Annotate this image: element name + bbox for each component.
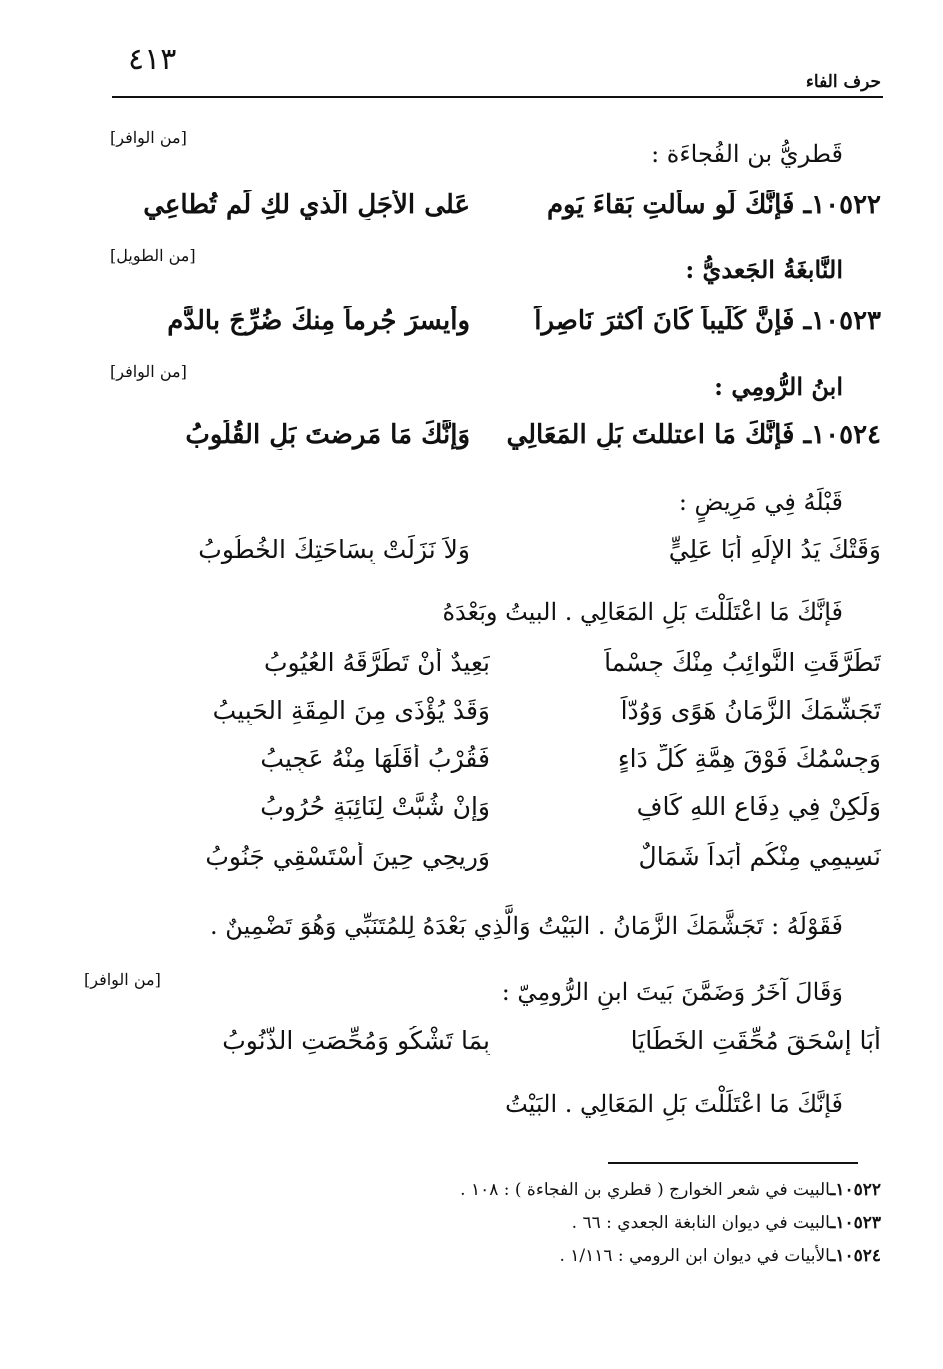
verse-row — [120, 842, 881, 886]
meter-label: [من الوافر] — [110, 128, 187, 147]
verse-row — [120, 1026, 881, 1070]
meter-label: [من الوافر] — [110, 362, 187, 381]
first-hemistich: وَلَكِنْ فِي دِفَاعِ اللهِ كَافٍ — [636, 792, 881, 821]
closing-line: فَإنَّكَ مَا اعْتَلَلْتَ بَلِ المَعَالِي . البَيْتُ — [505, 1090, 843, 1118]
before-label: قَبْلَهُ فِي مَرِيضٍ : — [678, 488, 843, 516]
footnote: ١٠٥٢٢ـالبيت في شعر الخوارج ( قطري بن الفجاءة ) : ١٠٨ . — [460, 1180, 881, 1200]
first-hemistich: وَجِسْمُكَ فَوْقَ هِمَّةِ كُلِّ دَاءٍ — [617, 744, 881, 773]
meter-label: [من الطويل] — [110, 246, 196, 265]
header-rule — [112, 96, 883, 98]
poet-name: قَطريُّ بن الفُجاءَة : — [651, 140, 843, 168]
first-hemistich: تَجَشَّمَكَ الزَّمَانُ هَوًى وَوُدّاً — [620, 696, 881, 725]
poet-name: النَّابغَةُ الجَعديُّ : — [685, 255, 843, 284]
footnote-rule — [608, 1162, 858, 1164]
verse-number: ١٠٥٢٢ـ — [803, 190, 881, 220]
second-hemistich: فَقُرْبُ أَقَلِّهَا مِنْهُ عَجِيبُ — [260, 744, 490, 773]
footnote-number: ١٠٥٢٢ـ — [830, 1180, 881, 1200]
first-hemistich: ١٠٥٢٣ـ فَإنَّ كُلَيباً كَانَ أَكثرَ نَاصِراً — [534, 306, 881, 336]
footnote-number: ١٠٥٢٣ـ — [830, 1213, 881, 1233]
second-hemistich: وَإنْ شُبَّتْ لِنَائِبَةٍ حُرُوبُ — [260, 792, 490, 821]
verse-row — [120, 792, 881, 836]
verse-row — [120, 696, 881, 740]
commentary: فَقَوْلَهُ : تَجَشَّمَكَ الزَّمَانُ . البَيْتُ وَالَّذِي بَعْدَهُ لِلمُتَنَبِّي وَهُوَ تَضْمِينٌ . — [210, 912, 843, 940]
first-hemistich: أَبَا إسْحَقَ مُحِّقَتِ الخَطَايَا — [630, 1026, 881, 1055]
first-hemistich: ١٠٥٢٤ـ فَإنَّكَ مَا اعتللتَ بَلِ المَعَالِي — [506, 420, 881, 450]
second-hemistich: وَلاَ نَزَلَتْ بِسَاحَتِكَ الخُطُوبُ — [198, 535, 470, 564]
first-hemistich: تَطَرَّقَتِ النَّوائِبُ مِنْكَ جِسْماً — [604, 648, 881, 677]
verse-number: ١٠٥٢٣ـ — [803, 306, 881, 336]
footnote: ١٠٥٢٤ـالأبيات في ديوان ابن الرومي : ١/١١٦ . — [559, 1246, 881, 1266]
poet-name: ابنُ الرُّومِي : — [714, 372, 843, 401]
page-number: ٤١٣ — [128, 42, 177, 77]
meter-label: [من الوافر] — [84, 970, 161, 989]
verse-row — [120, 306, 881, 350]
second-hemistich: وَقَدْ يُؤْذَى مِنَ المِقَةِ الحَبِيبُ — [212, 696, 490, 725]
verse-row — [120, 744, 881, 788]
verse-row — [120, 190, 881, 234]
footnote-number: ١٠٥٢٤ـ — [830, 1246, 881, 1266]
second-hemistich: وأَيسرَ جُرماً مِنكَ ضُرِّجَ بالدَّمِ — [167, 306, 470, 336]
second-hemistich: بَعِيدٌ أَنْ تَطَرَّقَهُ العُيُوبُ — [263, 648, 490, 677]
first-hemistich: نَسِيمِي مِنْكُم أَبَداً شَمَالٌ — [638, 842, 881, 871]
after-label: فَإنَّكَ مَا اعْتَلَلْتَ بَلِ المَعَالِي . البيتُ وبَعْدَهُ — [442, 598, 843, 626]
second-hemistich: وَإنَّكَ مَا مَرضتَ بَلِ القُلُوبُ — [185, 420, 470, 450]
verse-row — [120, 420, 881, 464]
second-hemistich: وَرِيحِي حِينَ أَسْتَسْقِي جَنُوبُ — [205, 842, 490, 871]
verse-number: ١٠٥٢٤ـ — [803, 420, 881, 450]
first-hemistich: ١٠٥٢٢ـ فَإنَّكَ لَو سألتِ بَقاءَ يَومٍ — [546, 190, 881, 220]
other-label: وَقَالَ آخَرُ وَضَمَّنَ بَيتَ ابنِ الرُّومِيّ : — [501, 978, 843, 1006]
footnote: ١٠٥٢٣ـالبيت في ديوان النابغة الجعدي : ٦٦ . — [571, 1213, 881, 1233]
verse-row — [120, 535, 881, 579]
second-hemistich: عَلى الأَجَلِ الَّذي لكِ لَم تُطاعِي — [143, 190, 470, 220]
running-head: حرف الفاء — [805, 72, 881, 92]
second-hemistich: بِمَا تَشْكُو وَمُحِّصَتِ الذُّنُوبُ — [222, 1026, 490, 1055]
verse-row — [120, 648, 881, 692]
first-hemistich: وَقَتْكَ يَدُ الإلَهِ أَبَا عَلِيٍّ — [668, 535, 881, 564]
